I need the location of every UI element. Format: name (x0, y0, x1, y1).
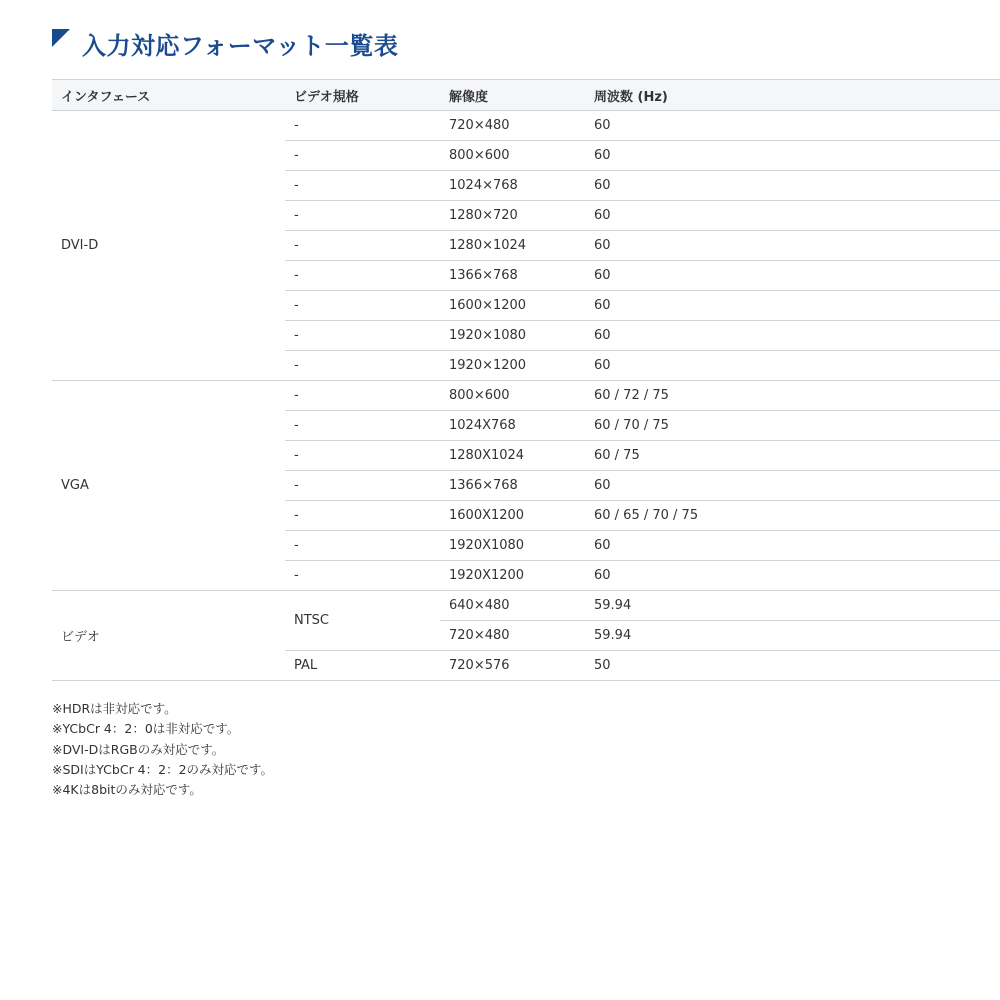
resolution-cell: 1366×768 (440, 471, 585, 501)
frequency-cell: 59.94 (585, 591, 1000, 621)
video-standard-cell: - (285, 351, 440, 381)
frequency-cell: 60 / 72 / 75 (585, 381, 1000, 411)
resolution-cell: 1920×1200 (440, 351, 585, 381)
video-standard-cell: - (285, 531, 440, 561)
note-item: ※HDRは非対応です。 (52, 701, 177, 716)
video-standard-cell: PAL (285, 651, 440, 681)
resolution-cell: 1280X1024 (440, 441, 585, 471)
video-standard-cell: - (285, 201, 440, 231)
frequency-cell: 60 (585, 231, 1000, 261)
frequency-cell: 50 (585, 651, 1000, 681)
frequency-cell: 60 (585, 141, 1000, 171)
resolution-cell: 1366×768 (440, 261, 585, 291)
header-interface: インタフェース (52, 80, 285, 111)
frequency-cell: 60 / 70 / 75 (585, 411, 1000, 441)
resolution-cell: 1024X768 (440, 411, 585, 441)
video-standard-cell: - (285, 501, 440, 531)
frequency-cell: 60 (585, 321, 1000, 351)
table-body (52, 111, 1000, 681)
video-standard-cell: - (285, 321, 440, 351)
page-title: 入力対応フォーマット一覧表 (82, 31, 399, 60)
header-resolution: 解像度 (440, 80, 585, 111)
resolution-cell: 1920×1080 (440, 321, 585, 351)
interface-cell: DVI-D (52, 111, 285, 381)
resolution-cell: 1280×1024 (440, 231, 585, 261)
page-heading (52, 24, 398, 62)
resolution-cell: 720×576 (440, 651, 585, 681)
header-video-standard: ビデオ規格 (285, 80, 440, 111)
frequency-cell: 60 (585, 201, 1000, 231)
resolution-cell: 1280×720 (440, 201, 585, 231)
format-table (52, 79, 1000, 681)
frequency-cell: 59.94 (585, 621, 1000, 651)
heading-triangle-icon (52, 29, 70, 47)
table-row (52, 591, 1000, 621)
video-standard-cell: - (285, 411, 440, 441)
note-item: ※4Kは8bitのみ対応です。 (52, 782, 202, 798)
frequency-cell: 60 (585, 261, 1000, 291)
resolution-cell: 1920X1080 (440, 531, 585, 561)
frequency-cell: 60 (585, 171, 1000, 201)
video-standard-cell: NTSC (285, 591, 440, 651)
resolution-cell: 1600X1200 (440, 501, 585, 531)
frequency-cell: 60 (585, 531, 1000, 561)
resolution-cell: 1024×768 (440, 171, 585, 201)
resolution-cell: 1920X1200 (440, 561, 585, 591)
note-item: ※SDIはYCbCr 4：2：2のみ対応です。 (52, 761, 274, 777)
resolution-cell: 720×480 (440, 111, 585, 141)
frequency-cell: 60 / 65 / 70 / 75 (585, 501, 1000, 531)
video-standard-cell: - (285, 381, 440, 411)
resolution-cell: 640×480 (440, 591, 585, 621)
table-row (52, 381, 1000, 411)
video-standard-cell: - (285, 261, 440, 291)
frequency-cell: 60 (585, 351, 1000, 381)
frequency-cell: 60 (585, 561, 1000, 591)
resolution-cell: 800×600 (440, 381, 585, 411)
video-standard-cell: - (285, 561, 440, 591)
resolution-cell: 1600×1200 (440, 291, 585, 321)
header-frequency: 周波数 (Hz) (585, 80, 1000, 111)
resolution-cell: 720×480 (440, 621, 585, 651)
resolution-cell: 800×600 (440, 141, 585, 171)
video-standard-cell: - (285, 471, 440, 501)
note-item: ※YCbCr 4：2：0は非対応です。 (52, 721, 240, 737)
video-standard-cell: - (285, 141, 440, 171)
video-standard-cell: - (285, 291, 440, 321)
video-standard-cell: - (285, 111, 440, 141)
interface-cell: VGA (52, 381, 285, 591)
video-standard-cell: - (285, 441, 440, 471)
frequency-cell: 60 (585, 291, 1000, 321)
notes-list (52, 699, 273, 800)
frequency-cell: 60 (585, 111, 1000, 141)
frequency-cell: 60 (585, 471, 1000, 501)
table-row (52, 111, 1000, 141)
frequency-cell: 60 / 75 (585, 441, 1000, 471)
video-standard-cell: - (285, 231, 440, 261)
video-standard-cell: - (285, 171, 440, 201)
note-item: ※DVI-DはRGBのみ対応です。 (52, 741, 225, 757)
interface-cell: ビデオ (52, 591, 285, 681)
table-header-row (52, 80, 1000, 111)
